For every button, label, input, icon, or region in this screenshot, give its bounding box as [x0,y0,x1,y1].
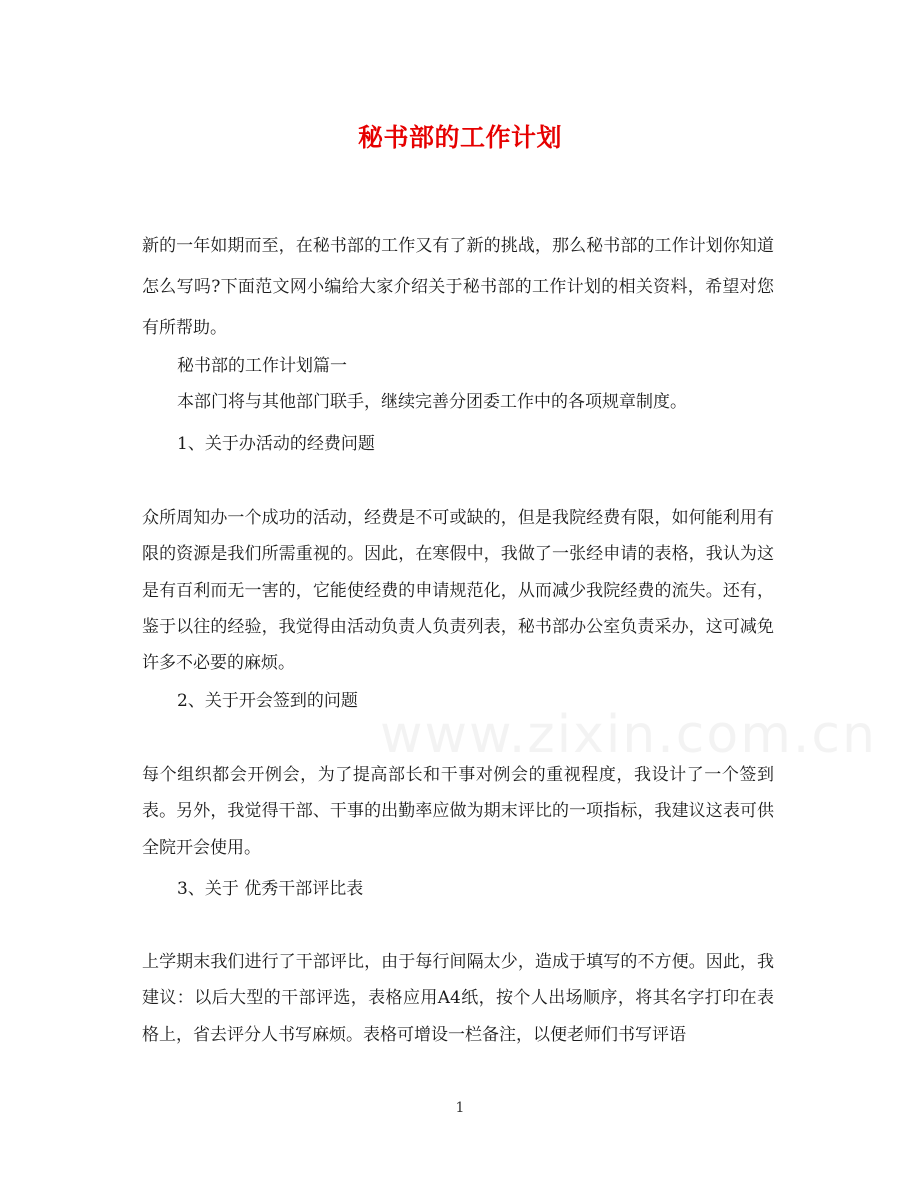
item-heading-2: 2、关于开会签到的问题 [177,691,358,711]
item-body-3: 上学期末我们进行了干部评比，由于每行间隔太少，造成于填写的不方便。因此，我建议：以后大型的干部评选，表格应用A4纸，按个人出场顺序，将其名字打印在表格上，省去评分人书写麻烦。表格可增设一栏备注，以便老师们书写评语 [142,952,774,1045]
opening-line: 本部门将与其他部门联手，继续完善分团委工作中的各项规章制度。 [177,392,687,412]
section-heading: 秘书部的工作计划篇一 [177,356,347,376]
item-heading-3: 3、关于 优秀干部评比表 [177,879,364,899]
intro-paragraph: 新的一年如期而至，在秘书部的工作又有了新的挑战，那么秘书部的工作计划你知道怎么写吗?下面范文网小编给大家介绍关于秘书部的工作计划的相关资料，希望对您有所帮助。 [142,236,774,338]
watermark: www.zixin.com.cn [380,705,877,765]
page-number: 1 [455,1100,465,1116]
document-title: 秘书部的工作计划 [357,123,562,152]
item-body-1: 众所周知办一个成功的活动，经费是不可或缺的，但是我院经费有限，如何能利用有限的资源是我们所需重视的。因此，在寒假中，我做了一张经申请的表格，我认为这是有百利而无一害的，它能使经费的申请规范化，从而减少我院经费的流失。还有，鉴于以往的经验，我觉得由活动负责人负责列表，秘书部办公室负责采办，这可减免许多不必要的麻烦。 [142,508,774,674]
item-body-2: 每个组织都会开例会，为了提高部长和干事对例会的重视程度，我设计了一个签到表。另外，我觉得干部、干事的出勤率应做为期末评比的一项指标，我建议这表可供全院开会使用。 [142,765,774,858]
item-heading-1: 1、关于办活动的经费问题 [177,434,375,454]
